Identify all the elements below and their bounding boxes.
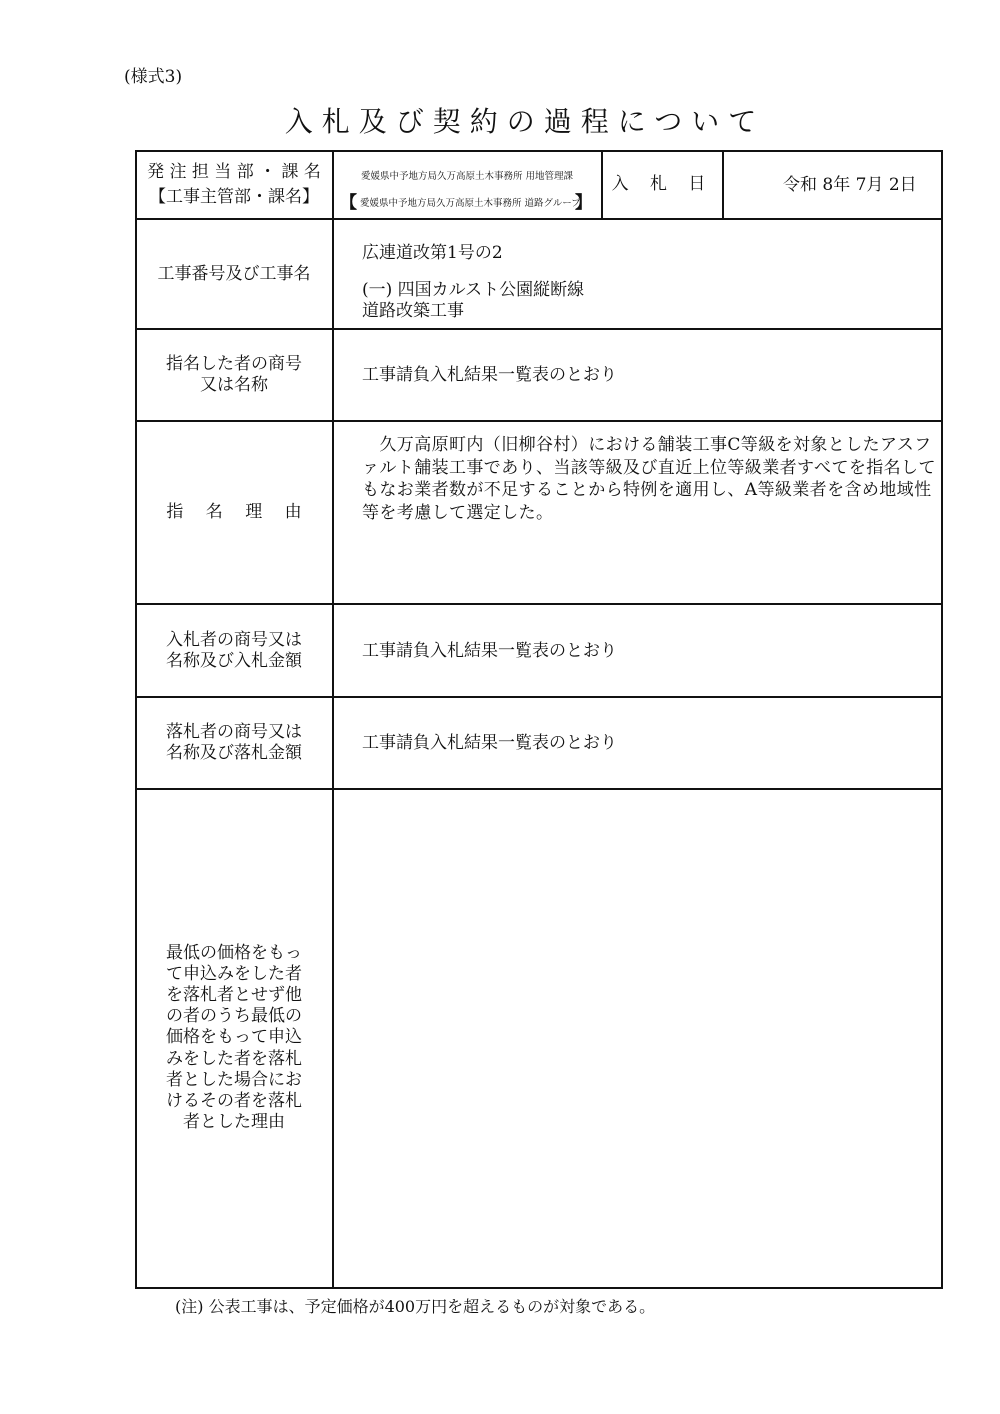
reason-value: 久万高原町内（旧柳谷村）における舗装工事C等級を対象としたアスファルト舗装工事であり、当該等級及び直近上位等級業者すべてを指名してもなお業者数が不足することから特例を適用し、A等級業者を含め地域性等を考慮して選定した。 — [362, 435, 936, 523]
nominees-value: 工事請負入札結果一覧表のとおり — [362, 365, 617, 385]
bidders-label-cell — [135, 604, 333, 697]
exception-label-line: みをした者を落札 — [166, 1048, 302, 1069]
bracket-open: 【 — [340, 193, 357, 213]
bracket-close: 】 — [575, 193, 592, 213]
project-name: 道路改築工事 — [362, 301, 464, 321]
nominees-label: 又は名称 — [200, 375, 268, 395]
winner-label: 名称及び落札金額 — [166, 743, 302, 763]
department-value: 愛媛県中予地方局久万高原土木事務所 用地管理課 — [361, 171, 574, 182]
exception-label-line: の者のうち最低の — [166, 1006, 302, 1027]
exception-label-line: 最低の価格をもっ — [166, 942, 302, 963]
nominees-label-cell — [135, 329, 333, 421]
exception-label-line: 者とした理由 — [183, 1112, 285, 1133]
project-number: 広連道改第1号の2 — [362, 243, 503, 263]
exception-label-line: けるその者を落札 — [166, 1091, 302, 1111]
form-id: (様式3) — [124, 67, 183, 87]
bid-date-label: 入 札 日 — [611, 174, 714, 194]
footnote: (注) 公表工事は、予定価格が400万円を超えるものが対象である。 — [175, 1297, 656, 1316]
exception-label-line: 者とした場合にお — [166, 1069, 302, 1090]
exception-label-cell — [135, 789, 333, 1287]
bid-date-value: 令和 8年 7月 2日 — [783, 175, 917, 195]
department-label-cell — [135, 150, 333, 219]
reason-label: 指 名 理 由 — [166, 502, 302, 522]
exception-label-line: て申込みをした者 — [166, 963, 302, 984]
winner-value: 工事請負入札結果一覧表のとおり — [362, 733, 617, 753]
bidders-value: 工事請負入札結果一覧表のとおり — [362, 640, 617, 661]
winner-label-cell — [135, 697, 333, 789]
exception-label-line: を落札者とせず他 — [166, 984, 302, 1005]
bidders-label: 入札者の商号又は — [166, 629, 302, 650]
winner-label: 落札者の商号又は — [166, 722, 302, 742]
project-route: (一) 四国カルスト公園縦断線 — [362, 280, 585, 300]
exception-label-line: 価格をもって申込 — [166, 1027, 302, 1048]
document-title: 入札及び契約の過程について — [284, 105, 766, 138]
bidders-label: 名称及び入札金額 — [166, 650, 302, 671]
supervising-department-label: 【工事主管部・課名】 — [149, 186, 319, 207]
supervising-department-value: 愛媛県中予地方局久万高原土木事務所 道路グループ — [360, 198, 581, 209]
nominees-label: 指名した者の商号 — [166, 354, 302, 374]
department-label: 発 注 担 当 部 ・ 課 名 — [147, 161, 321, 182]
project-label: 工事番号及び工事名 — [157, 263, 311, 284]
